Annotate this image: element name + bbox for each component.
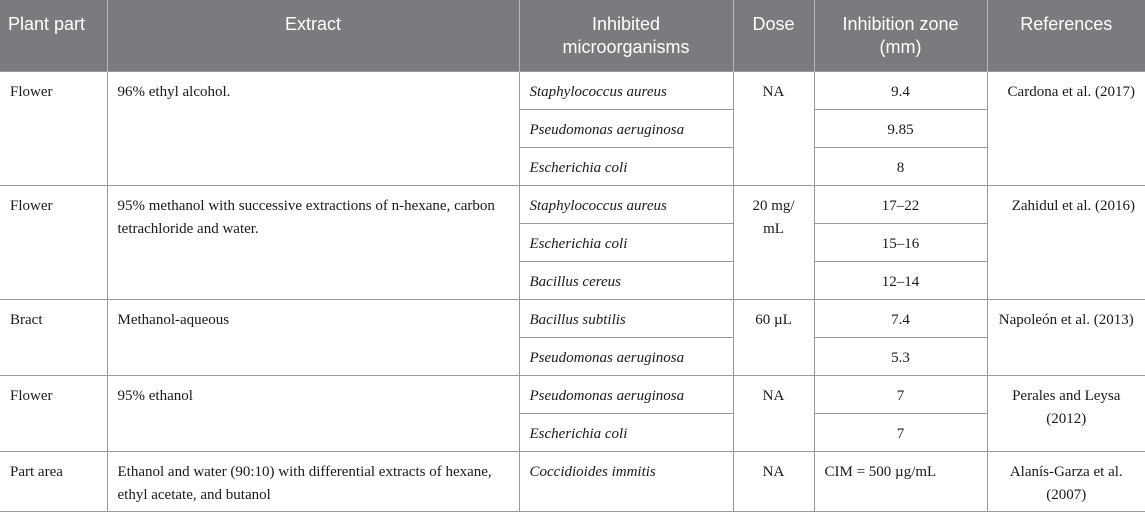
- plant-part-cell: Bract: [0, 299, 107, 375]
- organism-cell: Pseudomonas aeruginosa: [519, 375, 733, 413]
- organism-cell: Bacillus cereus: [519, 261, 733, 299]
- dose-cell: 60 µL: [733, 299, 814, 375]
- inhibition-zone-cell: 12–14: [814, 261, 987, 299]
- header-plant-part: Plant part: [0, 0, 107, 71]
- table-row: [0, 299, 1145, 337]
- organism-cell: Coccidioides immitis: [519, 451, 733, 511]
- header-microorganisms: Inhibited microorganisms: [519, 0, 733, 71]
- extract-cell: 96% ethyl alcohol.: [107, 71, 519, 185]
- inhibition-zone-cell: 7: [814, 375, 987, 413]
- organism-cell: Escherichia coli: [519, 413, 733, 451]
- inhibition-zone-cell: 7: [814, 413, 987, 451]
- organism-cell: Pseudomonas aeruginosa: [519, 337, 733, 375]
- inhibition-zone-cell: 17–22: [814, 185, 987, 223]
- header-dose: Dose: [733, 0, 814, 71]
- dose-cell: 20 mg/ mL: [733, 185, 814, 299]
- inhibition-zone-cell: 15–16: [814, 223, 987, 261]
- plant-part-cell: Flower: [0, 185, 107, 299]
- header-extract: Extract: [107, 0, 519, 71]
- reference-cell: Perales and Leysa (2012): [987, 375, 1145, 451]
- inhibition-zone-cell: 7.4: [814, 299, 987, 337]
- extract-cell: 95% methanol with successive extractions of n-hexane, carbon tetrachloride and water.: [107, 185, 519, 299]
- reference-cell: Cardona et al. (2017): [987, 71, 1145, 185]
- organism-cell: Pseudomonas aeruginosa: [519, 109, 733, 147]
- table-row: [0, 71, 1145, 109]
- plant-part-cell: Flower: [0, 71, 107, 185]
- dose-cell: NA: [733, 375, 814, 451]
- plant-part-cell: Flower: [0, 375, 107, 451]
- organism-cell: Staphylococcus aureus: [519, 185, 733, 223]
- reference-cell: Napoleón et al. (2013): [987, 299, 1145, 375]
- organism-cell: Bacillus subtilis: [519, 299, 733, 337]
- inhibition-zone-cell: 9.4: [814, 71, 987, 109]
- organism-cell: Escherichia coli: [519, 223, 733, 261]
- dose-cell: NA: [733, 71, 814, 185]
- extract-cell: Methanol-aqueous: [107, 299, 519, 375]
- extract-cell: Ethanol and water (90:10) with differential extracts of hexane, ethyl acetate, and butanol: [107, 451, 519, 511]
- table-row: [0, 185, 1145, 223]
- table-row: [0, 451, 1145, 511]
- plant-part-cell: Part area: [0, 451, 107, 511]
- organism-cell: Staphylococcus aureus: [519, 71, 733, 109]
- reference-cell: Alanís-Garza et al. (2007): [987, 451, 1145, 511]
- header-references: References: [987, 0, 1145, 71]
- inhibition-zone-cell: 5.3: [814, 337, 987, 375]
- extract-cell: 95% ethanol: [107, 375, 519, 451]
- reference-cell: Zahidul et al. (2016): [987, 185, 1145, 299]
- organism-cell: Escherichia coli: [519, 147, 733, 185]
- dose-cell: NA: [733, 451, 814, 511]
- header-row: [0, 0, 1145, 71]
- inhibition-zone-cell: CIM = 500 µg/mL: [814, 451, 987, 511]
- inhibition-zone-cell: 9.85: [814, 109, 987, 147]
- header-inhibition-zone: Inhibition zone (mm): [814, 0, 987, 71]
- inhibition-zone-cell: 8: [814, 147, 987, 185]
- table-row: [0, 375, 1145, 413]
